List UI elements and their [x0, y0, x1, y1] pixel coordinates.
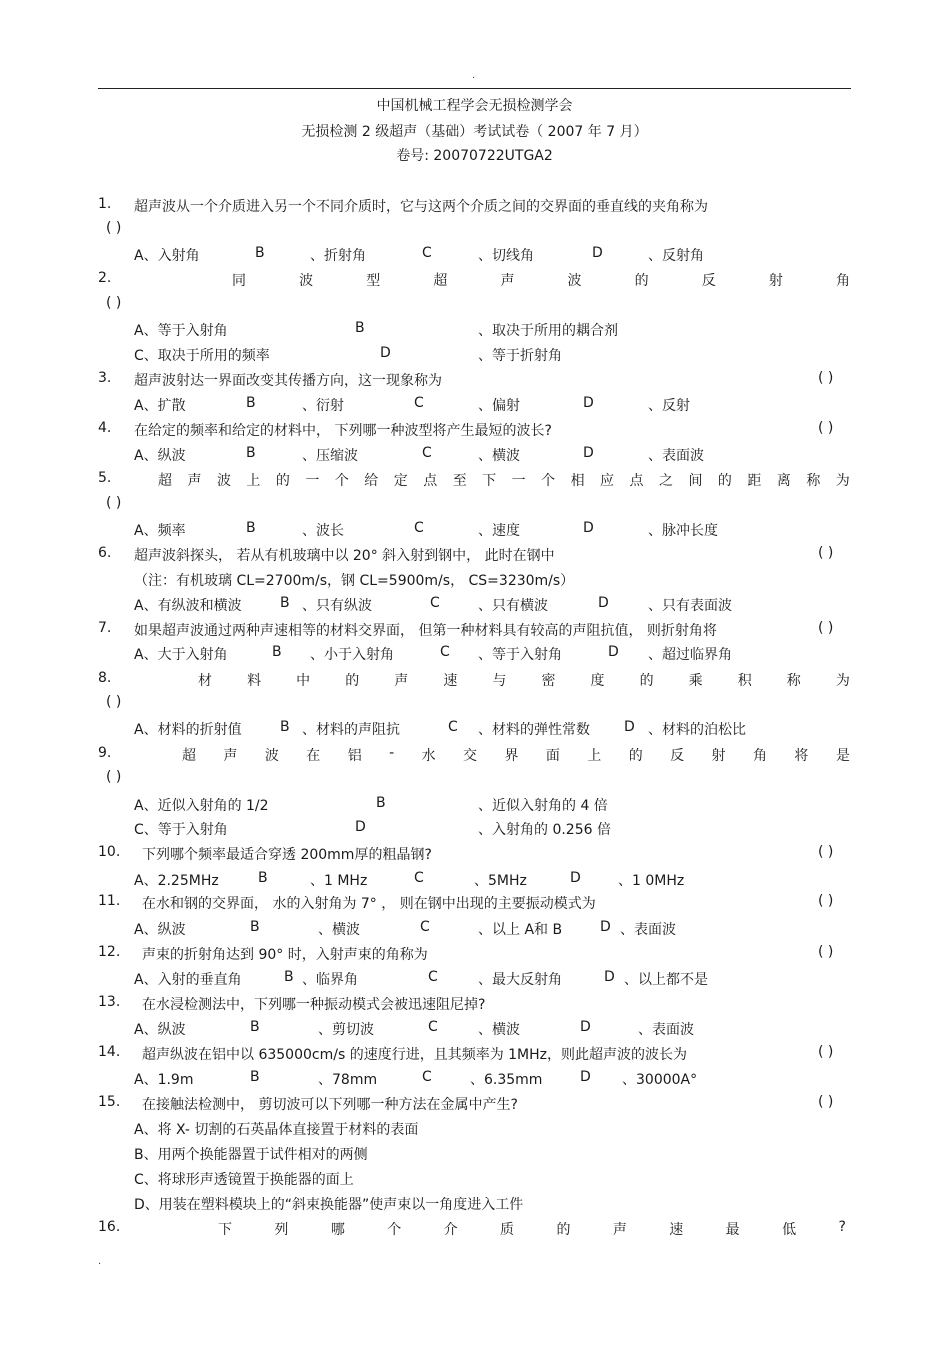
option-c: C、取决于所用的频率 [134, 348, 270, 364]
option-d-letter: D [624, 719, 635, 735]
option-d-letter: D [604, 969, 615, 985]
option-c: 、只有横波 [478, 598, 548, 614]
option-b-letter: B [255, 245, 265, 261]
question-char: 的 [634, 273, 649, 289]
option-a: A、材料的折射值 [134, 722, 242, 738]
option-b: 、近似入射角的 4 倍 [478, 798, 608, 814]
question-char: - [389, 745, 395, 761]
option-c-letter: C [414, 870, 424, 886]
option-d: 、表面波 [620, 922, 676, 938]
page-bottom-dot: . [98, 1256, 102, 1267]
option-d-letter: D [570, 870, 581, 886]
question-char: ? [838, 1219, 846, 1235]
option-a: A、大于入射角 [134, 647, 228, 663]
option-c: 、最大反射角 [478, 972, 562, 988]
question-char: 给 [364, 473, 379, 489]
option-d-letter: D [355, 819, 366, 835]
question-char: 速 [443, 673, 458, 689]
question-char: 波 [264, 748, 279, 764]
option-d-letter: D [592, 245, 603, 261]
option-b: 、小于入射角 [310, 647, 394, 663]
option-c: C、将球形声透镜置于换能器的面上 [134, 1172, 354, 1188]
question-text: 如果超声波通过两种声速相等的材料交界面， 但第一种材料具有较高的声阻抗值， 则折射角将 [134, 623, 717, 639]
question-char: 积 [737, 673, 752, 689]
option-d-letter: D [600, 919, 611, 935]
question-char: 的 [628, 748, 643, 764]
question-char: 材 [198, 673, 212, 689]
question-char: 铝 [347, 748, 362, 764]
question-char: 界 [504, 748, 519, 764]
question-char: 点 [629, 473, 644, 489]
question-char: 反 [670, 748, 685, 764]
option-a: A、等于入射角 [134, 323, 228, 339]
question-char: 介 [443, 1222, 458, 1238]
question-text: 在给定的频率和给定的材料中， 下列哪一种波型将产生最短的波长? [134, 423, 552, 439]
question-char: 密 [541, 673, 556, 689]
question-char: 一 [305, 473, 320, 489]
option-a: A、纵波 [134, 922, 186, 938]
option-b: 、剪切波 [318, 1022, 374, 1038]
question-text: 在接触法检测中， 剪切波可以下列哪一种方法在金属中产生? [142, 1097, 518, 1113]
question-text: 超声纵波在铝中以 635000cm/s 的速度行进，且其频率为 1MHz，则此超声波的波长为 [142, 1047, 688, 1063]
question-number: 13. [98, 994, 121, 1010]
option-d-letter: D [583, 395, 594, 411]
question-char: 点 [423, 473, 438, 489]
question-char: 与 [492, 673, 507, 689]
question-char: 超 [182, 748, 196, 764]
question-number: 2. [98, 270, 112, 286]
question-char: 个 [387, 1222, 402, 1238]
question-text: 声束的折射角达到 90° 时，入射声束的角称为 [142, 947, 428, 963]
option-a: A、纵波 [134, 1022, 186, 1038]
option-b-letter: B [280, 595, 290, 611]
answer-paren: ( ) [818, 893, 834, 909]
question-text: 在水和钢的交界面， 水的入射角为 7° ， 则在钢中出现的主要振动模式为 [142, 896, 596, 912]
org-title: 中国机械工程学会无损检测学会 [376, 98, 573, 114]
question-char: 在 [306, 748, 321, 764]
option-a: A、近似入射角的 1/2 [134, 798, 269, 814]
option-a: A、有纵波和横波 [134, 598, 242, 614]
question-char: 度 [590, 673, 605, 689]
option-a: A、入射的垂直角 [134, 972, 242, 988]
answer-paren: ( ) [818, 420, 834, 436]
option-b: 、折射角 [310, 248, 366, 264]
option-c-letter: C [420, 919, 430, 935]
option-b: 、压缩波 [302, 448, 358, 464]
option-c-letter: C [422, 245, 432, 261]
option-d: 、只有表面波 [648, 598, 732, 614]
page-top-dot: . [472, 70, 476, 81]
question-char: 间 [688, 473, 703, 489]
question-number: 6. [98, 545, 112, 561]
option-d-letter: D [580, 1069, 591, 1085]
option-a: A、扩散 [134, 398, 186, 414]
question-char: 射 [768, 273, 783, 289]
question-char: 将 [794, 748, 809, 764]
option-b: 、衍射 [302, 398, 344, 414]
question-char: 是 [835, 748, 850, 764]
option-b: B、用两个换能器置于试件相对的两侧 [134, 1147, 368, 1163]
question-text [218, 1219, 846, 1239]
option-d: 、表面波 [638, 1022, 694, 1038]
question-number: 11. [98, 893, 121, 909]
option-a: A、将 X- 切割的石英晶体直接置于材料的表面 [134, 1122, 419, 1138]
question-number: 10. [98, 844, 121, 860]
option-b: 、只有纵波 [302, 598, 372, 614]
option-c: 、速度 [478, 523, 520, 539]
question-char: 距 [747, 473, 762, 489]
answer-paren: ( ) [818, 620, 834, 636]
question-char: 上 [587, 748, 602, 764]
option-c-letter: C [414, 520, 424, 536]
question-number: 16. [98, 1219, 121, 1235]
question-text: 在水浸检测法中，下列哪一种振动模式会被迅速阻尼掉? [142, 997, 486, 1013]
question-text [158, 470, 850, 490]
question-char: 交 [463, 748, 478, 764]
question-char: 声 [187, 473, 202, 489]
option-c: 、切线角 [478, 248, 534, 264]
question-char: 定 [393, 473, 408, 489]
question-char: 相 [570, 473, 585, 489]
option-b-letter: B [246, 445, 256, 461]
option-b: 、临界角 [302, 972, 358, 988]
question-char: 的 [275, 473, 290, 489]
option-b-letter: B [258, 870, 268, 886]
question-number: 9. [98, 745, 112, 761]
answer-paren: ( ) [106, 495, 122, 511]
question-char: 料 [247, 673, 262, 689]
question-char: 为 [835, 673, 850, 689]
option-b: 、1 MHz [310, 873, 368, 889]
option-d: 、入射角的 0.256 倍 [478, 822, 611, 838]
option-c: 、6.35mm [470, 1072, 543, 1088]
option-d: D、用装在塑料模块上的“斜束换能器”使声束以一角度进入工件 [134, 1197, 524, 1213]
option-b: 、78mm [318, 1072, 378, 1088]
option-d: 、30000A° [622, 1072, 698, 1088]
question-char: 之 [658, 473, 673, 489]
question-char: 面 [545, 748, 560, 764]
option-c: 、以上 A和 B [478, 922, 563, 938]
question-char: 哪 [330, 1222, 345, 1238]
option-d: 、脉冲长度 [648, 523, 718, 539]
question-char: 乘 [688, 673, 703, 689]
option-c: 、5MHz [474, 873, 527, 889]
question-char: 上 [246, 473, 261, 489]
option-d: 、超过临界角 [648, 647, 732, 663]
question-char: 角 [835, 273, 850, 289]
answer-paren: ( ) [106, 220, 122, 236]
answer-paren: ( ) [818, 545, 834, 561]
question-number: 3. [98, 370, 112, 386]
option-b-letter: B [284, 969, 294, 985]
option-a: A、纵波 [134, 448, 186, 464]
question-char: 同 [232, 273, 246, 289]
option-d-letter: D [380, 345, 391, 361]
option-c-letter: C [440, 644, 450, 660]
answer-paren: ( ) [818, 844, 834, 860]
option-b-letter: B [250, 1019, 260, 1035]
option-c-letter: C [428, 1019, 438, 1035]
question-char: 称 [806, 473, 821, 489]
question-char: 反 [701, 273, 716, 289]
question-char: 角 [752, 748, 767, 764]
option-c: 、偏射 [478, 398, 520, 414]
option-c-letter: C [428, 969, 438, 985]
option-c-letter: C [422, 445, 432, 461]
question-text: 下列哪个频率最适合穿透 200mm厚的粗晶钢? [142, 847, 432, 863]
option-d-letter: D [583, 445, 594, 461]
question-text [182, 745, 850, 765]
question-note: （注：有机玻璃 CL=2700m/s，钢 CL=5900m/s， CS=3230m/s） [134, 573, 575, 589]
option-b: 、材料的声阻抗 [302, 722, 400, 738]
question-char: 的 [717, 473, 732, 489]
question-char: 声 [612, 1222, 627, 1238]
question-char: 声 [394, 673, 409, 689]
option-b-letter: B [246, 520, 256, 536]
question-char: 波 [567, 273, 582, 289]
question-char: 射 [711, 748, 726, 764]
option-a: A、频率 [134, 523, 186, 539]
option-c: C、等于入射角 [134, 822, 228, 838]
option-d-letter: D [580, 1019, 591, 1035]
answer-paren: ( ) [106, 769, 122, 785]
option-c: 、横波 [478, 448, 520, 464]
option-d: 、反射角 [648, 248, 704, 264]
option-d: 、表面波 [648, 448, 704, 464]
question-char: 声 [223, 748, 238, 764]
exam-title: 无损检测 2 级超声（基础）考试试卷（ 2007 年 7 月） [301, 124, 648, 140]
question-char: 下 [482, 473, 497, 489]
option-d: 、以上都不是 [624, 972, 708, 988]
question-char: 速 [669, 1222, 684, 1238]
answer-paren: ( ) [106, 295, 122, 311]
question-char: 个 [541, 473, 556, 489]
question-number: 15. [98, 1094, 121, 1110]
option-b-letter: B [250, 919, 260, 935]
question-text: 超声波斜探头， 若从有机玻璃中以 20° 斜入射到钢中， 此时在钢中 [134, 548, 555, 564]
question-number: 4. [98, 420, 112, 436]
question-number: 14. [98, 1044, 121, 1060]
option-b-letter: B [250, 1069, 260, 1085]
question-char: 最 [725, 1222, 740, 1238]
option-c: 、材料的弹性常数 [478, 722, 590, 738]
question-char: 超 [158, 473, 172, 489]
question-char: 为 [835, 473, 850, 489]
question-char: 个 [334, 473, 349, 489]
option-b-letter: B [272, 644, 282, 660]
option-d: 、材料的泊松比 [648, 722, 746, 738]
option-b: 、横波 [318, 922, 360, 938]
question-char: 中 [296, 673, 311, 689]
option-d-letter: D [608, 644, 619, 660]
option-d-letter: D [598, 595, 609, 611]
answer-paren: ( ) [818, 370, 834, 386]
question-char: 波 [299, 273, 314, 289]
question-char: 声 [500, 273, 515, 289]
question-number: 12. [98, 944, 121, 960]
question-char: 至 [452, 473, 467, 489]
option-c-letter: C [430, 595, 440, 611]
option-b: 、取决于所用的耦合剂 [478, 323, 618, 339]
question-char: 离 [776, 473, 791, 489]
option-c-letter: C [448, 719, 458, 735]
option-a: A、2.25MHz [134, 873, 219, 889]
header-rule [98, 88, 851, 89]
question-number: 1. [98, 196, 112, 212]
answer-paren: ( ) [106, 694, 122, 710]
option-a: A、入射角 [134, 248, 200, 264]
option-a: A、1.9m [134, 1072, 194, 1088]
answer-paren: ( ) [818, 944, 834, 960]
question-char: 低 [782, 1222, 797, 1238]
question-char: 应 [600, 473, 615, 489]
question-text [198, 670, 850, 690]
question-char: 水 [421, 748, 436, 764]
question-char: 型 [366, 273, 381, 289]
question-number: 5. [98, 470, 112, 486]
question-char: 的 [556, 1222, 571, 1238]
question-char: 列 [274, 1222, 289, 1238]
option-d: 、等于折射角 [478, 348, 562, 364]
question-char: 一 [511, 473, 526, 489]
answer-paren: ( ) [818, 1044, 834, 1060]
option-b-letter: B [376, 795, 386, 811]
option-b-letter: B [355, 320, 365, 336]
option-d-letter: D [583, 520, 594, 536]
question-text: 超声波从一个介质进入另一个不同介质时，它与这两个介质之间的交界面的垂直线的夹角称为 [134, 199, 708, 215]
option-b: 、波长 [302, 523, 344, 539]
question-char: 波 [216, 473, 231, 489]
question-text: 超声波射达一界面改变其传播方向，这一现象称为 [134, 373, 442, 389]
question-char: 质 [500, 1222, 515, 1238]
paper-number: 卷号: 20070722UTGA2 [396, 148, 553, 164]
option-c-letter: C [422, 1069, 432, 1085]
question-char: 下 [218, 1222, 232, 1238]
answer-paren: ( ) [818, 1094, 834, 1110]
question-number: 7. [98, 620, 112, 636]
option-c: 、横波 [478, 1022, 520, 1038]
question-text [232, 270, 850, 290]
question-char: 称 [786, 673, 801, 689]
option-d: 、1 0MHz [618, 873, 685, 889]
option-c-letter: C [414, 395, 424, 411]
question-number: 8. [98, 670, 112, 686]
question-char: 超 [433, 273, 448, 289]
option-b-letter: B [280, 719, 290, 735]
option-b-letter: B [246, 395, 256, 411]
option-c: 、等于入射角 [478, 647, 562, 663]
option-d: 、反射 [648, 398, 690, 414]
question-char: 的 [345, 673, 360, 689]
question-char: 的 [639, 673, 654, 689]
